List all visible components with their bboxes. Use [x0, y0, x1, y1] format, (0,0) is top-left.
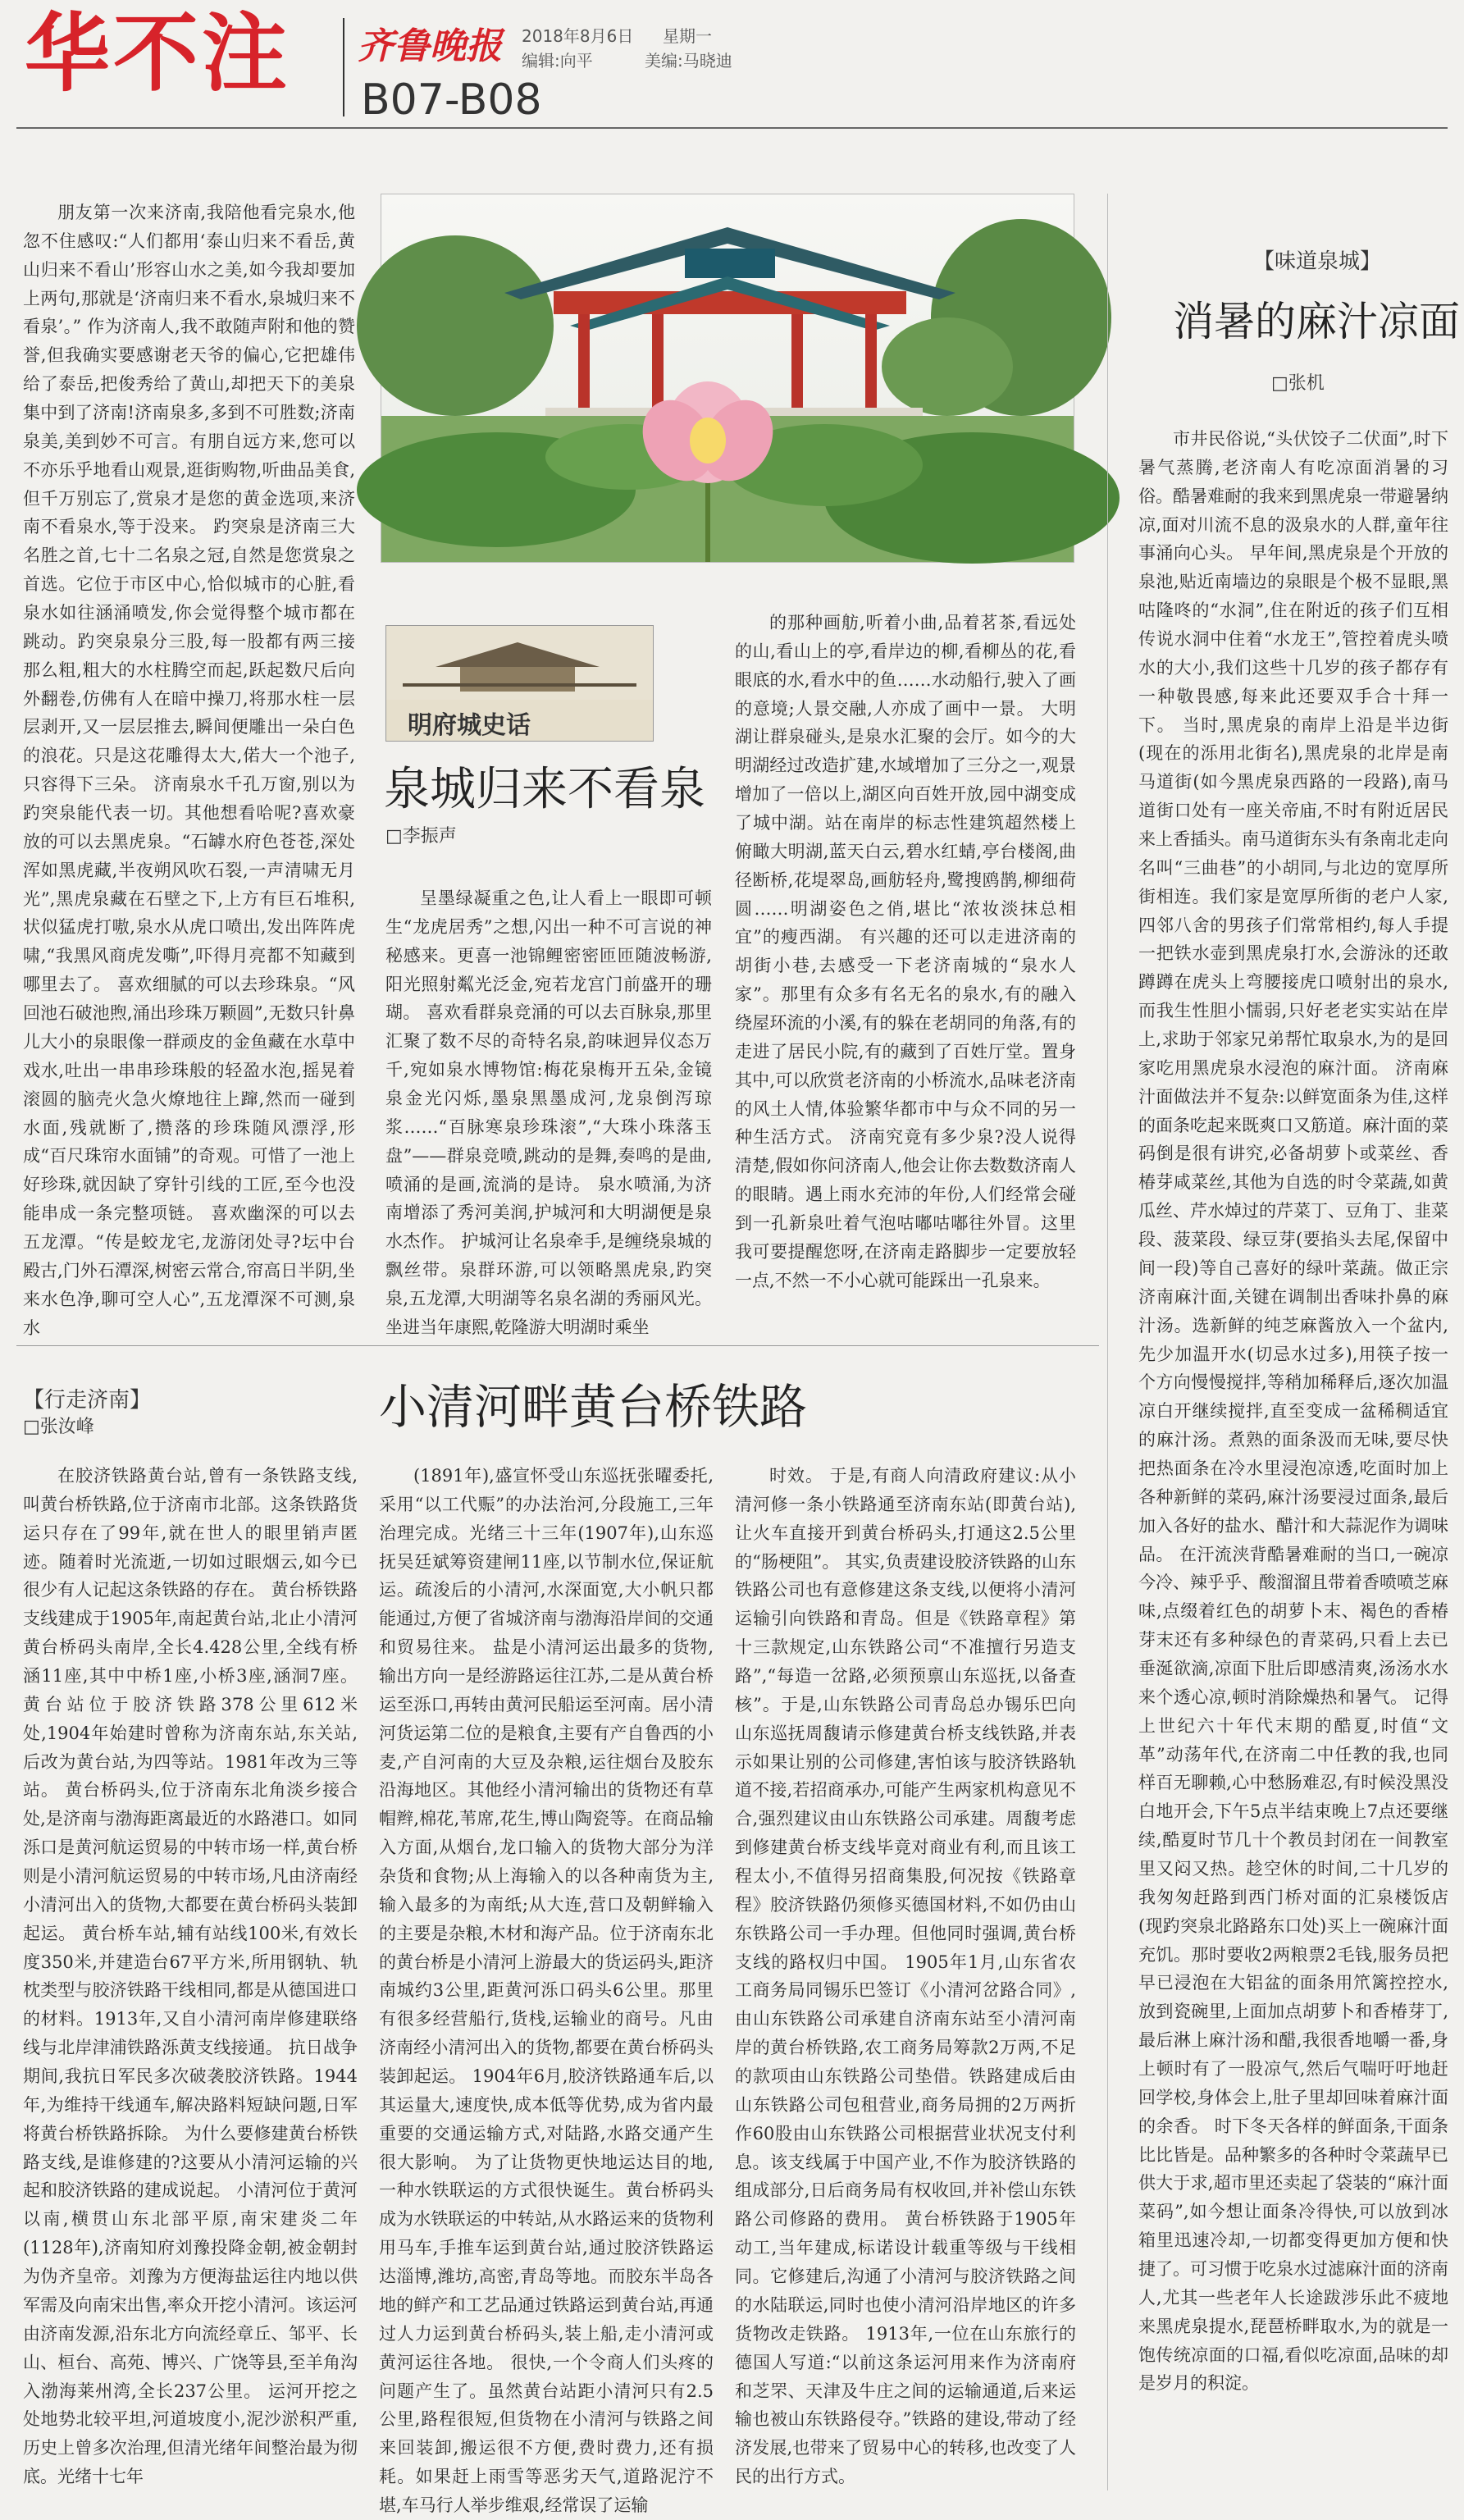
main-article-col-2	[385, 884, 712, 1337]
bottom-column-tag: 【行走济南】	[23, 1388, 152, 1413]
city-sketch-icon	[386, 626, 653, 700]
main-article-col-1	[23, 199, 355, 1338]
paper-logo: 齐鲁晚报	[358, 25, 502, 67]
column-banner	[385, 625, 654, 742]
right-article-byline	[1271, 369, 1325, 395]
bottom-article-byline	[23, 1413, 94, 1438]
right-column-divider	[1107, 194, 1108, 2490]
bottom-article-title: 小清河畔黄台桥铁路	[379, 1379, 808, 1435]
paragraph: 的那种画舫,听着小曲,品着茗茶,看远处的山,看山上的亭,看岸边的柳,看柳丛的花,看眼底的水,看水中的鱼……水动船行,驶入了画的意境;人景交融,人亦成了画中一景。 大明湖让群泉碰头,是泉水汇聚的会厅。如今的大明湖经过改造扩建,水域增加了三分之一,观景增加了一倍以上,湖区向百姓开放,园中湖变成了城中湖。站在南岸的标志性建筑超然楼上俯瞰大明湖,蓝天白云,碧水红蜻,亭台楼阁,曲径断桥,花堤翠岛,画舫轻舟,鹭搜鸥鹊,柳细荷圆……明湖姿色之俏,堪比“浓妆淡抹总相宜”的瘦西湖。 有兴趣的还可以走进济南的胡街小巷,去感受一下老济南城的“泉水人家”。那里有众多有名无名的泉水,有的融入绕屋环流的小溪,有的躲在老胡同的角落,有的走进了居民小院,有的藏到了百姓厅堂。置身其中,可以欣赏老济南的小桥流水,品味老济南的风土人情,体验繁华都市中与众不同的另一种生活方式。 济南究竟有多少泉?没人说得清楚,假如你问济南人,他会让你去数数济南人的眼睛。遇上雨水充沛的年份,人们经常会碰到一孔新泉吐着气泡咕嘟咕嘟往外冒。这里我可要提醒您呀,在济南走路脚步一定要放轻一点,不然一不小心就可能踩出一孔泉来。	[735, 613, 1076, 1290]
main-article-byline	[385, 822, 457, 847]
right-article-body	[1138, 425, 1448, 2492]
right-column-tag: 【味道泉城】	[1253, 249, 1382, 274]
bottom-article-col-3	[735, 1462, 1076, 2492]
issue-date: 2018年8月6日	[522, 26, 634, 46]
section-title: 华不注	[25, 3, 291, 103]
column-tag-label: 明府城史话	[408, 711, 531, 740]
pavilion-lotus-photo	[381, 194, 1074, 563]
bottom-article-col-2	[379, 1462, 714, 2515]
editor-credit: 编辑:向平	[522, 51, 593, 71]
paragraph: (1891年),盛宣怀受山东巡抚张曜委托,采用“以工代赈”的办法治河,分段施工,三年治理完成。光绪三十三年(1907年),山东巡抚吴廷斌筹资建闸11座,以节制水位,保证航运。疏浚后的小清河,水深面宽,大小帆只都能通过,方便了省城济南与渤海沿岸间的交通和贸易往来。 盐是小清河运出最多的货物,输出方向一是经游路运往江苏,二是从黄台桥运至泺口,再转由黄河民船运至河南。居小清河货运第二位的是粮食,主要有产自鲁西的小麦,产自河南的大豆及杂粮,运往烟台及胶东沿海地区。其他经小清河输出的货物还有草帽辫,棉花,苇席,花生,博山陶瓷等。在商品输入方面,从烟台,龙口输入的货物大部分为洋杂货和食物;从上海输入的以各种南货为主,输入最多的为南纸;从大连,营口及朝鲜输入的主要是杂粮,木材和海产品。位于济南东北的黄台桥是小清河上游最大的货运码头,距济南城约3公里,距黄河泺口码头6公里。那里有很多经营船行,货栈,运输业的商号。凡由济南经小清河出入的货物,都要在黄台桥码头装卸起运。 1904年6月,胶济铁路通车后,以其运量大,速度快,成本低等优势,成为省内最重要的交通运输方式,对陆路,水路交通产生很大影响。 为了让货物更快地运达目的地,一种水铁联运的方式很快诞生。黄台桥码头成为水铁联运的中转站,从水路运来的货物利用马车,手推车运到黄台站,通过胶济铁路运达淄博,潍坊,高密,青岛等地。而胶东半岛各地的鲜产和工艺品通过铁路运到黄台站,再通过人力运到黄台桥码头,装上船,走小清河或黄河运往各地。 很快,一个令商人们头疼的问题产生了。虽然黄台站距小清河只有2.5公里,路程很短,但货物在小清河与铁路之间来回装卸,搬运很不方便,费时费力,还有损耗。如果赶上雨雪等恶劣天气,道路泥泞不堪,车马行人举步维艰,经常误了运输	[379, 1466, 714, 2515]
masthead-divider	[343, 18, 344, 116]
byline-name: 张汝峰	[39, 1417, 94, 1437]
paragraph: 时效。 于是,有商人向清政府建议:从小清河修一条小铁路通至济南东站(即黄台站),让火车直接开到黄台桥码头,打通这2.5公里的“肠梗阻”。 其实,负责建设胶济铁路的山东铁路公司也有意修建这条支线,以便将小清河运输引向铁路和青岛。但是《铁路章程》第十三款规定,山东铁路公司“不准擅行另造支路”,“每造一岔路,必须预禀山东巡抚,以备查核”。于是,山东铁路公司青岛总办锡乐巴向山东巡抚周馥请示修建黄台桥支线铁路,并表示如果让别的公司修建,害怕该与胶济铁路轨道不接,若招商承办,可能产生两家机构意见不合,强烈建议由山东铁路公司承建。周馥考虑到修建黄台桥支线毕竟对商业有利,而且该工程太小,不值得另招商集股,何况按《铁路章程》胶济铁路仍须修买德国材料,不如仍由山东铁路公司一手办理。但他同时强调,黄台桥支线的路权归中国。 1905年1月,山东省农工商务局同锡乐巴签订《小清河岔路合同》,由山东铁路公司承建自济南东站至小清河南岸的黄台桥铁路,农工商务局筹款2万两,不足的款项由山东铁路公司垫借。铁路建成后由山东铁路公司包租营业,商务局拥的2万两折作60股由山东铁路公司根据营业状况支付利息。该支线属于中国产业,不作为胶济铁路的组成部分,日后商务局有权收回,并补偿山东铁路公司修路的费用。 黄台桥铁路于1905年动工,当年建成,标诺设计载重等级与干线相同。它修建后,沟通了小清河与胶济铁路之间的水陆联运,同时也使小清河沿岸地区的许多货物改走铁路。 1913年,一位在山东旅行的德国人写道:“以前这条运河用来作为济南府和芝罘、天津及牛庄之间的运输通道,后来运输也被山东铁路侵夺。”铁路的建设,带动了经济发展,也带来了贸易中心的转移,也改变了人民的出行方式。	[735, 1466, 1076, 2487]
byline-name: 李振声	[402, 826, 457, 847]
section-rule	[16, 1345, 1099, 1346]
bottom-article-col-1	[23, 1462, 358, 2492]
byline-name: 张机	[1288, 373, 1325, 394]
byline-box-icon: □	[1271, 373, 1288, 394]
page-range: B07-B08	[361, 75, 542, 125]
byline-box-icon: □	[23, 1417, 40, 1437]
issue-weekday: 星期一	[663, 26, 712, 46]
paragraph: 朋友第一次来济南,我陪他看完泉水,他忽不住感叹:“人们都用‘泰山归来不看岳,黄山归来不看山’形容山水之美,如今我却要加上两句,那就是‘济南归来不看水,泉城归来不看泉’。” 作为济南人,我不敢随声附和他的赞誉,但我确实要感谢老天爷的偏心,它把雄伟给了泰岳,把俊秀给了黄山,却把天下的美泉集中到了济南!济南泉多,多到不可胜数;济南泉美,美到妙不可言。有朋自远方来,您可以不亦乐乎地看山观景,逛街购物,听曲品美食,但千万别忘了,赏泉才是您的黄金选项,来济南不看泉水,等于没来。 趵突泉是济南三大名胜之首,七十二名泉之冠,自然是您赏泉之首选。它位于市区中心,恰似城市的心脏,看泉水如往涵涌喷发,你会觉得整个城市都在跳动。趵突泉泉分三股,每一股都有两三接那么粗,粗大的水柱腾空而起,跃起数尺后向外翻卷,仿佛有人在暗中操刀,将那水柱一层层剥开,又一层层推去,瞬间便雕出一朵白色的浪花。只是这花雕得太大,偌大一个池子,只容得下三朵。 济南泉水千孔万窗,别以为趵突泉能代表一切。其他想看哈呢?喜欢豪放的可以去黑虎泉。“石罅水府色苍苍,深处浑如黑虎藏,半夜朔风吹石裂,一声清啸无月光”,黑虎泉藏在石壁之下,上方有巨石堆积,状似猛虎打嗷,泉水从虎口喷出,发出阵阵虎啸,“我黑风商虎发嘶”,吓得月亮都不知藏到哪里去了。 喜欢细腻的可以去珍珠泉。“风回池石破池煦,涌出珍珠万颗圆”,无数只针鼻儿大小的泉眼像一群顽皮的金鱼藏在水草中戏水,吐出一串串珍珠般的轻盈水泡,摇晃着滚圆的脑壳火急火燎地往上蹿,然而一碰到水面,残就断了,攒落的珍珠随风漂浮,形成“百尺珠帘水面铺”的奇观。可惜了一池上好珍珠,就因缺了穿针引线的工匠,至今也没能串成一条完整项链。 喜欢幽深的可以去五龙潭。“传是蛟龙宅,龙游闭处寻?坛中台殿古,门外石潭深,树密云常合,帘高日半阴,坐来水色净,聊可空人心”,五龙潭深不可测,泉水	[23, 203, 355, 1338]
main-article-title: 泉城归来不看泉	[384, 763, 705, 816]
paragraph: 市井民俗说,“头伏饺子二伏面”,时下暑气蒸腾,老济南人有吃凉面消暑的习俗。酷暑难耐的我来到黑虎泉一带避暑纳凉,面对川流不息的汲泉水的人群,童年往事涌向心头。 早年间,黑虎泉是个开放的泉池,贴近南墙边的泉眼是个极不显眼,黑咕隆咚的“水洞”,住在附近的孩子们互相传说水洞中住着“水龙王”,管控着虎头喷水的大小,我们这些十几岁的孩子都存有一种敬畏感,每来此还要双手合十拜一下。 当时,黑虎泉的南岸上沿是半边街(现在的泺用北街名),黑虎泉的北岸是南马道街(如今黑虎泉西路的一段路),南马道街口处有一座关帝庙,不时有附近居民来上香插头。南马道街东头有条南北走向名叫“三曲巷”的小胡同,与北边的宽厚所街相连。我们家是宽厚所街的老户人家,四邻八舍的男孩子们常常相约,每人手提一把铁水壶到黑虎泉打水,会游泳的还敢蹲蹲在虎头上弯腰接虎口喷射出的泉水,而我生性胆小懦弱,只好老老实实站在岸上,求助于邻家兄弟帮忙取泉水,为的是回家吃用黑虎泉水浸泡的麻汁面。 济南麻汁面做法并不复杂:以鲜宽面条为佳,这样的面条吃起来既爽口又筋道。麻汁面的菜码倒是很有讲究,必备胡萝卜或菜丝、香椿芽咸菜丝,其他为自选的时令菜蔬,如黄瓜丝、芹水焯过的芹菜丁、豆角丁、韭菜段、菠菜段、绿豆芽(要掐头去尾,保留中间一段)等自己喜好的绿叶菜蔬。做正宗济南麻汁面,关键在调制出香味扑鼻的麻汁汤。选新鲜的纯芝麻酱放入一个盆内,先少加温开水(切忌水过多),用筷子按一个方向慢慢搅拌,等稍加稀释后,逐次加温凉白开继续搅拌,直至变成一盆稀稠适宜的麻汁汤。煮熟的面条汲而无味,要尽快把热面条在冷水里浸泡凉透,吃面时加上各种新鲜的菜码,麻汁汤要浸过面条,最后加入各好的盐水、醋汁和大蒜泥作为调味品。 在汗流浃背酷暑难耐的当口,一碗凉今冷、辣乎乎、酸溜溜且带着香喷喷芝麻味,点缀着红色的胡萝卜末、褐色的香椿芽末还有多种绿色的青菜码,只看上去已垂涎欲滴,凉面下肚后即感清爽,汤汤水水来个透心凉,顿时消除燥热和暑气。 记得上世纪六十年代末期的酷夏,时值“文革”动荡年代,在济南二中任教的我,也同样百无聊赖,心中愁肠难忍,有时候没黑没白地开会,下午5点半结束晚上7点还要继续,酷夏时节几十个教员封闭在一间教室里又闷又热。趁空休的时间,二十几岁的我匆匆赶路到西门桥对面的汇泉楼饭店(现趵突泉北路路东口处)买上一碗麻汁面充饥。那时要收2两粮票2毛钱,服务员把早已浸泡在大铝盆的面条用笊篱控控水,放到瓷碗里,上面加点胡萝卜和香椿芽丁,最后淋上麻汁汤和醋,我很香地嚼一番,身上顿时有了一股凉气,然后气喘吁吁地赶回学校,身体会上,肚子里却回味着麻汁面的余香。 时下冬天各样的鲜面条,干面条比比皆是。品种繁多的各种时令菜蔬早已供大于求,超市里还卖起了袋装的“麻汁面菜码”,如今想让面条冷得快,可以放到冰箱里迅速冷却,一切都变得更加方便和快捷了。可习惯于吃泉水过滤麻汁面的济南人,尤其一些老年人长途跋涉乐此不疲地来黑虎泉提水,琵琶桥畔取水,为的就是一饱传统凉面的口福,看似吃凉面,品味的却是岁月的积淀。	[1138, 429, 1448, 2394]
masthead-rule	[16, 127, 1448, 129]
right-article-title: 消暑的麻汁凉面	[1173, 298, 1460, 345]
designer-credit: 美编:马晓迪	[645, 51, 732, 71]
byline-box-icon: □	[385, 826, 403, 847]
paragraph: 在胶济铁路黄台站,曾有一条铁路支线,叫黄台桥铁路,位于济南市北部。这条铁路货运只存在了99年,就在世人的眼里销声匿迹。随着时光流逝,一切如过眼烟云,如今已很少有人记起这条铁路的存在。 黄台桥铁路支线建成于1905年,南起黄台站,北止小清河黄台桥码头南岸,全长4.428公里,全线有桥涵11座,其中中桥1座,小桥3座,涵洞7座。 黄台站位于胶济铁路378公里612米处,1904年始建时曾称为济南东站,东关站,后改为黄台站,为四等站。1981年改为三等站。 黄台桥码头,位于济南东北角淡乡接合处,是济南与渤海距离最近的水路港口。如同泺口是黄河航运贸易的中转市场一样,黄台桥则是小清河航运贸易的中转市场,凡由济南经小清河出入的货物,大都要在黄台桥码头装卸起运。 黄台桥车站,辅有站线100米,有效长度350米,并建造台67平方米,所用钢轨、轨枕类型与胶济铁路干线相同,都是从德国进口的材料。1913年,又自小清河南岸修建联络线与北岸津浦铁路泺黄支线接通。 抗日战争期间,我抗日军民多次破袭胶济铁路。1944年,为维持干线通车,解决路料短缺问题,日军将黄台桥铁路拆除。 为什么要修建黄台桥铁路支线,是谁修建的?这要从小清河运输的兴起和胶济铁路的建成说起。 小清河位于黄河以南,横贯山东北部平原,南宋建炎二年(1128年),济南知府刘豫投降金朝,被金朝封为伪齐皇帝。刘豫为方便海盐运往内地以供军需及向南宋出售,率众开挖小清河。该运河由济南发源,沿东北方向流经章丘、邹平、长山、桓台、高苑、博兴、广饶等县,至羊角沟入渤海莱州湾,全长237公里。 运河开挖之处地势北较平坦,河道坡度小,泥沙淤积严重,历史上曾多次治理,但清光绪年间整治最为彻底。光绪十七年	[23, 1466, 358, 2487]
paragraph: 呈墨绿凝重之色,让人看上一眼即可顿生“龙虎居秀”之想,闪出一种不可言说的神秘感来。更喜一池锦鲤密密匝匝随波畅游,阳光照射粼光泛金,宛若龙宫门前盛开的珊瑚。 喜欢看群泉竞涌的可以去百脉泉,那里汇聚了数不尽的奇特名泉,韵味迥异仪态万千,宛如泉水博物馆:梅花泉梅开五朵,金镜泉金光闪烁,墨泉黑墨成河,龙泉倒泻琼浆……“百脉寒泉珍珠滚”,“大珠小珠落玉盘”——群泉竞喷,跳动的是舞,奏鸣的是曲,喷涌的是画,流淌的是诗。 泉水喷涌,为济南增添了秀河美润,护城河和大明湖便是泉水杰作。 护城河让名泉牵手,是缠绕泉城的飘丝带。泉群环游,可以领略黑虎泉,趵突泉,五龙潭,大明湖等名泉名湖的秀丽风光。坐进当年康熙,乾隆游大明湖时乘坐	[385, 888, 712, 1337]
main-article-col-3	[735, 609, 1076, 1332]
